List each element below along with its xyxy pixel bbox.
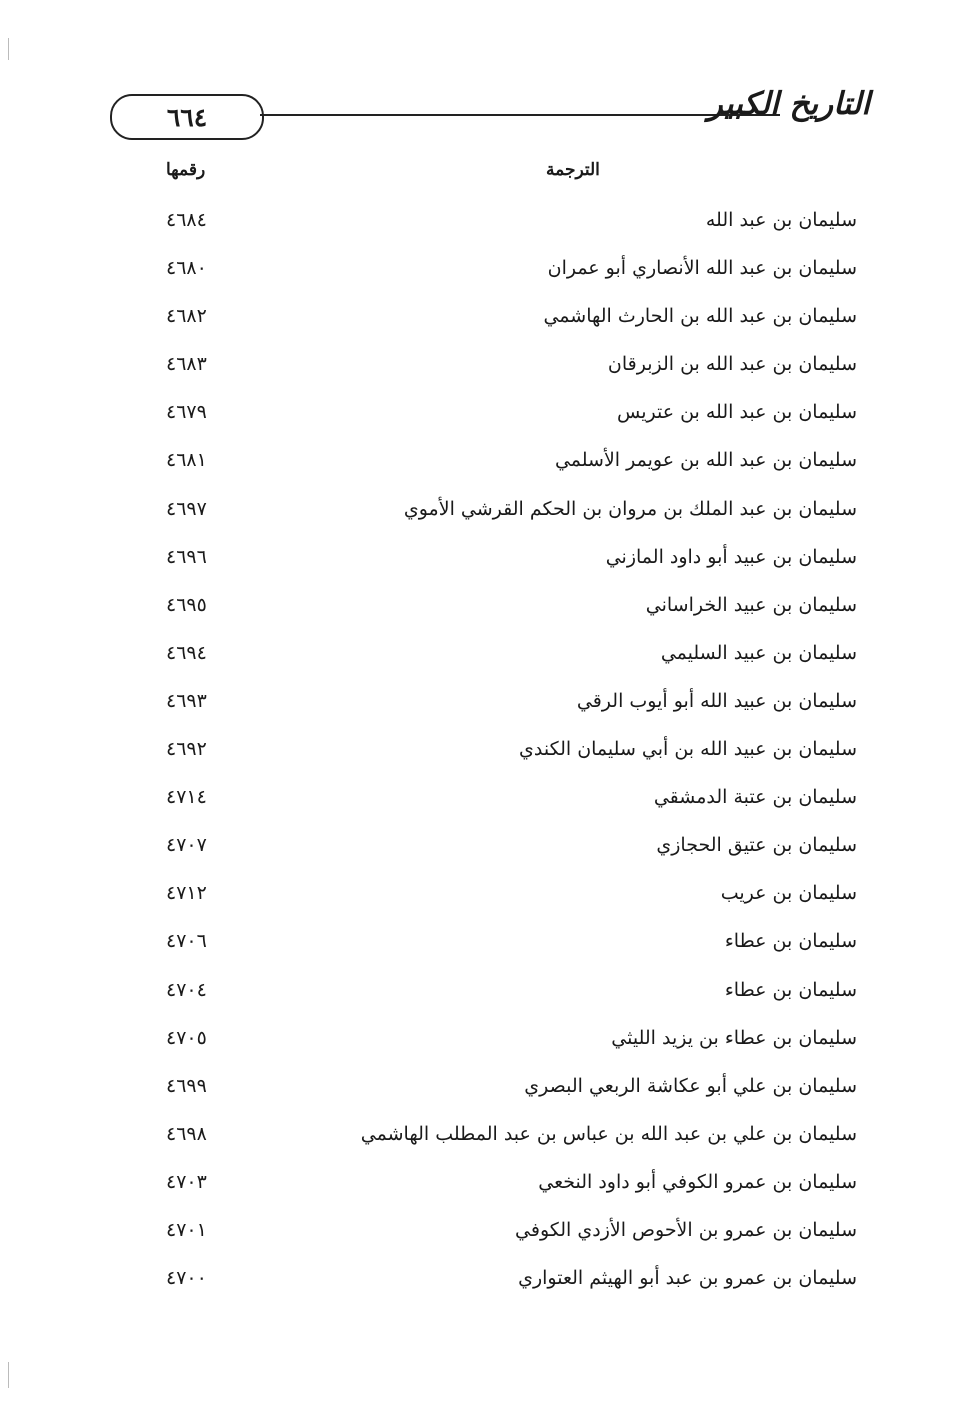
entry-name: سليمان بن عمرو بن الأحوص الأزدي الكوفي xyxy=(515,1218,857,1241)
entry-name: سليمان بن عبد الله بن عويمر الأسلمي xyxy=(554,449,857,472)
list-item xyxy=(0,966,977,1014)
list-item xyxy=(0,773,977,821)
entry-number: ٤٧٠٣ xyxy=(166,1170,207,1193)
entry-number: ٤٧٠٦ xyxy=(166,930,207,953)
column-header-name: الترجمة xyxy=(546,160,600,180)
entry-number: ٤٦٩٧ xyxy=(166,497,207,520)
entry-name: سليمان بن عبد الله بن الزبرقان xyxy=(607,353,857,376)
entry-number: ٤٧١٢ xyxy=(166,882,207,905)
entry-name: سليمان بن عبد الله xyxy=(705,209,857,231)
entry-number: ٤٦٨٣ xyxy=(166,353,207,376)
list-item xyxy=(0,677,977,725)
list-item xyxy=(0,436,977,484)
list-item xyxy=(0,196,977,244)
list-item xyxy=(0,1014,977,1062)
entry-number: ٤٦٩٣ xyxy=(166,689,207,712)
list-item xyxy=(0,292,977,340)
entry-list xyxy=(0,196,977,1302)
scan-edge-mark-bottom xyxy=(8,1362,9,1388)
scan-edge-mark-top xyxy=(8,38,9,60)
entry-number: ٤٦٩٤ xyxy=(166,641,207,664)
entry-number: ٤٦٩٨ xyxy=(166,1122,207,1145)
entry-number: ٤٦٨٤ xyxy=(166,209,207,231)
entry-number: ٤٦٨٢ xyxy=(166,305,207,328)
list-item xyxy=(0,1158,977,1206)
list-item xyxy=(0,821,977,869)
entry-name: سليمان بن عبد الملك بن مروان بن الحكم القرشي الأموي xyxy=(403,497,857,520)
entry-number: ٤٧١٤ xyxy=(166,786,207,809)
list-item xyxy=(0,533,977,581)
entry-name: سليمان بن عمرو بن عبد أبو الهيثم العتواري xyxy=(518,1267,857,1290)
entry-name: سليمان بن عطاء بن يزيد الليثي xyxy=(611,1026,857,1049)
entry-name: سليمان بن عمرو الكوفي أبو داود النخعي xyxy=(538,1170,857,1193)
running-header xyxy=(110,86,870,146)
entry-number: ٤٧٠٤ xyxy=(166,978,207,1001)
list-item xyxy=(0,917,977,965)
list-item xyxy=(0,629,977,677)
entry-number: ٤٦٨٠ xyxy=(166,257,207,280)
list-item xyxy=(0,244,977,292)
entry-name: سليمان بن علي أبو عكاشة الربعي البصري xyxy=(524,1074,857,1097)
header-rule xyxy=(260,114,780,116)
list-item xyxy=(0,1062,977,1110)
entry-name: سليمان بن عطاء xyxy=(724,930,857,953)
entry-number: ٤٦٩٢ xyxy=(166,738,207,761)
entry-name: سليمان بن عبيد أبو داود المازني xyxy=(605,545,857,568)
entry-name: سليمان بن عبيد الله أبو أيوب الرقي xyxy=(576,689,857,712)
entry-name: سليمان بن عبيد السليمي xyxy=(660,641,857,664)
entry-name: سليمان بن عبيد الخراساني xyxy=(645,593,857,616)
entry-name: سليمان بن عبد الله بن الحارث الهاشمي xyxy=(543,305,857,328)
list-item xyxy=(0,725,977,773)
list-item xyxy=(0,485,977,533)
entry-number: ٤٧٠٧ xyxy=(166,834,207,857)
list-item xyxy=(0,340,977,388)
entry-name: سليمان بن عطاء xyxy=(724,978,857,1001)
list-item xyxy=(0,1110,977,1158)
entry-number: ٤٧٠٠ xyxy=(166,1267,207,1290)
entry-name: سليمان بن عريب xyxy=(720,882,857,905)
entry-number: ٤٦٨١ xyxy=(166,449,207,472)
list-item xyxy=(0,388,977,436)
entry-number: ٤٦٩٦ xyxy=(166,545,207,568)
entry-name: سليمان بن عبد الله بن عتريس xyxy=(616,401,857,424)
entry-number: ٤٧٠١ xyxy=(166,1218,207,1241)
book-title: التاريخ الكبير xyxy=(707,86,870,122)
column-header-number: رقمها xyxy=(166,160,206,180)
entry-number: ٤٦٩٩ xyxy=(166,1074,207,1097)
list-item xyxy=(0,581,977,629)
entry-number: ٤٦٧٩ xyxy=(166,401,207,424)
entry-number: ٤٧٠٥ xyxy=(166,1026,207,1049)
list-item xyxy=(0,1206,977,1254)
entry-name: سليمان بن علي بن عبد الله بن عباس بن عبد المطلب الهاشمي xyxy=(360,1122,857,1145)
page-number-badge: ٦٦٤ xyxy=(110,94,264,140)
list-item xyxy=(0,869,977,917)
entry-name: سليمان بن عتيق الحجازي xyxy=(656,834,857,857)
list-item xyxy=(0,1254,977,1302)
entry-name: سليمان بن عبيد الله بن أبي سليمان الكندي xyxy=(519,738,857,761)
entry-name: سليمان بن عتبة الدمشقي xyxy=(653,786,857,809)
entry-name: سليمان بن عبد الله الأنصاري أبو عمران xyxy=(547,257,857,280)
entry-number: ٤٦٩٥ xyxy=(166,593,207,616)
